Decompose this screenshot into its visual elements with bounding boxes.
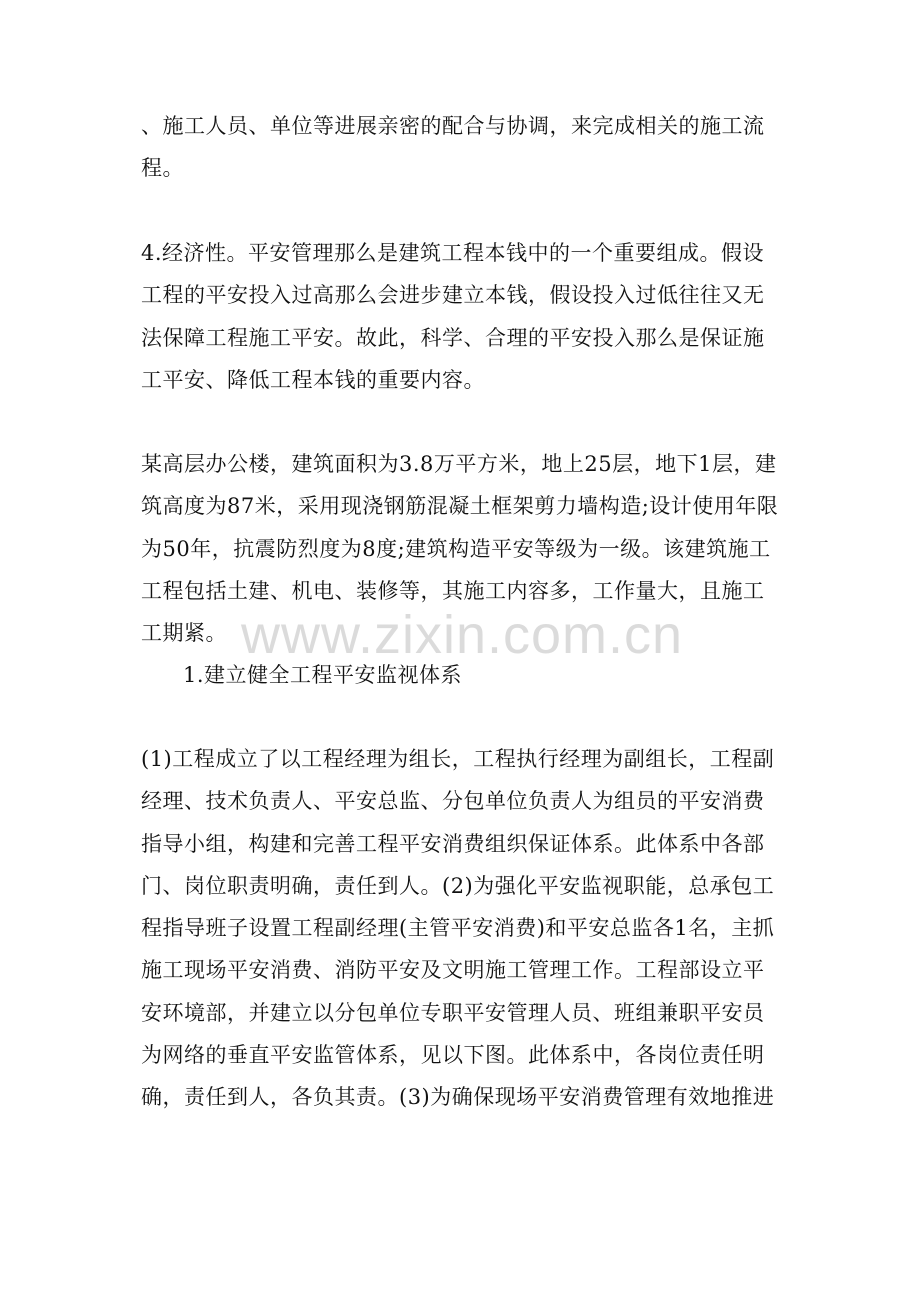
text-line: 安环境部，并建立以分包单位专职平安管理人员、班组兼职平安员 — [141, 1000, 765, 1025]
text-line: 工程的平安投入过高那么会进步建立本钱，假设投入过低往往又无 — [141, 283, 765, 308]
paragraph-project-overview — [141, 443, 781, 654]
text-line: 4.经济性。平安管理那么是建筑工程本钱中的一个重要组成。假设 — [141, 241, 765, 265]
text-line: 工平安、降低工程本钱的重要内容。 — [141, 367, 485, 392]
text-line: 工程包括土建、机电、装修等，其施工内容多，工作量大，且施工 — [141, 578, 765, 603]
text-line: 程指导班子设置工程副经理(主管平安消费)和平安总监各1名，主抓 — [141, 916, 775, 941]
text-line: 为50年，抗震防烈度为8度;建筑构造平安等级为一级。该建筑施工 — [141, 536, 771, 561]
text-line: 门、岗位职责明确，责任到人。(2)为强化平安监视职能，总承包工 — [141, 873, 775, 898]
watermark: www.zixin.com.cn — [240, 605, 684, 665]
text-line: 确，责任到人，各负其责。(3)为确保现场平安消费管理有效地推进 — [141, 1085, 775, 1110]
text-line: 筑高度为87米，采用现浇钢筋混凝土框架剪力墙构造;设计使用年限 — [141, 494, 779, 519]
text-line: 工期紧。 — [141, 621, 227, 646]
paragraph-coordination — [141, 105, 781, 190]
text-line: 指导小组，构建和完善工程平安消费组织保证体系。此体系中各部 — [141, 831, 765, 856]
text-line: 施工现场平安消费、消防平安及文明施工管理工作。工程部设立平 — [141, 958, 765, 983]
section-heading: 1.建立健全工程平安监视体系 — [183, 663, 463, 687]
text-line: 、施工人员、单位等进展亲密的配合与协调，来完成相关的施工流 — [141, 114, 765, 138]
text-line: 经理、技术负责人、平安总监、分包单位负责人为组员的平安消费 — [141, 789, 765, 814]
text-line: (1)工程成立了以工程经理为组长，工程执行经理为副组长，工程副 — [141, 747, 775, 771]
text-line: 为网络的垂直平安监管体系，见以下图。此体系中，各岗位责任明 — [141, 1043, 765, 1068]
paragraph-economy — [141, 232, 781, 401]
text-line: 某高层办公楼，建筑面积为3.8万平方米，地上25层，地下1层，建 — [141, 452, 777, 476]
text-line: 法保障工程施工平安。故此，科学、合理的平安投入那么是保证施 — [141, 325, 765, 350]
paragraph-supervision-system — [141, 738, 781, 1119]
text-line: 程。 — [141, 156, 184, 181]
